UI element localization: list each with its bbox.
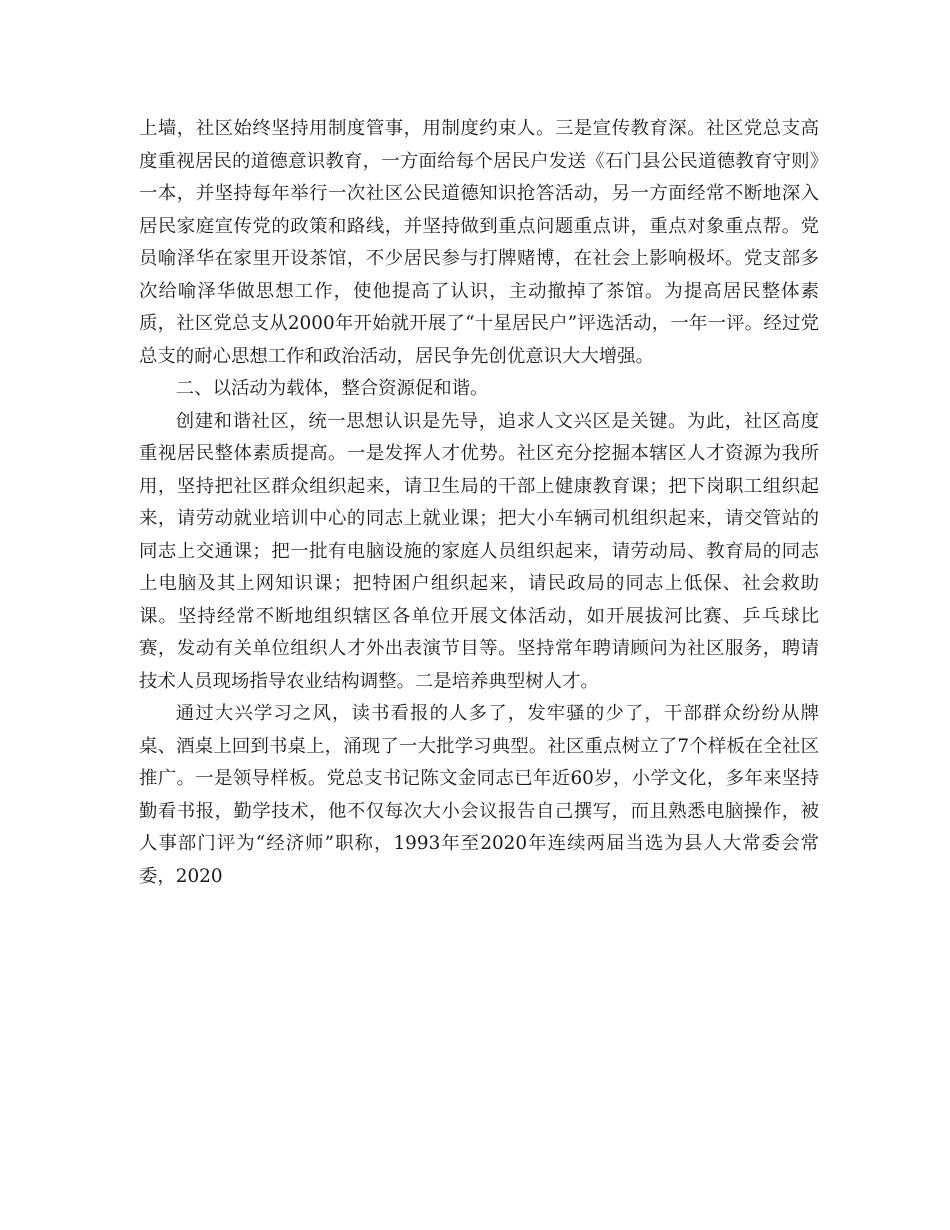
paragraph-talent-advantage: 创建和谐社区，统一思想认识是先导，追求人文兴区是关键。为此，社区高度重视居民整体素质提高。一是发挥人才优势。社区充分挖掘本辖区人才资源为我所用，坚持把社区群众组织起来，请卫生局的干部上健康教育课；把下岗职工组织起来，请劳动就业培训中心的同志上就业课；把大小车辆司机组织起来，请交管站的同志上交通课；把一批有电脑设施的家庭人员组织起来，请劳动局、教育局的同志上电脑及其上网知识课；把特困户组织起来，请民政局的同志上低保、社会救助课。坚持经常不断地组织辖区各单位开展文体活动，如开展拔河比赛、乒乓球比赛，发动有关单位组织人才外出表演节目等。坚持常年聘请顾问为社区服务，聘请技术人员现场指导农业结构调整。二是培养典型树人才。 <box>139 410 819 692</box>
paragraph-learning-models: 通过大兴学习之风，读书看报的人多了，发牢骚的少了，干部群众纷纷从牌桌、酒桌上回到书桌上，涌现了一大批学习典型。社区重点树立了7个样板在全社区推广。一是领导样板。党总支书记陈文金同志已年近60岁，小学文化，多年来坚持勤看书报，勤学技术，他不仅每次大小会议报告自己撰写，而且熟悉电脑操作，被人事部门评为“经济师”职称，1993年至2020年连续两届当选为县人大常委会常委，2020 <box>139 703 819 887</box>
section-heading-activities: 二、以活动为载体，整合资源促和谐。 <box>175 378 489 399</box>
document-body <box>139 113 819 893</box>
paragraph-community-rules: 上墙，社区始终坚持用制度管事，用制度约束人。三是宣传教育深。社区党总支高度重视居民的道德意识教育，一方面给每个居民户发送《石门县公民道德教育守则》一本，并坚持每年举行一次社区公民道德知识抢答活动，另一方面经常不断地深入居民家庭宣传党的政策和路线，并坚持做到重点问题重点讲，重点对象重点帮。党员喻泽华在家里开设茶馆，不少居民参与打牌赌博，在社会上影响极坏。党支部多次给喻泽华做思想工作，使他提高了认识，主动撤掉了茶馆。为提高居民整体素质，社区党总支从2000年开始就开展了“十星居民户”评选活动，一年一评。经过党总支的耐心思想工作和政治活动，居民争先创优意识大大增强。 <box>139 118 819 367</box>
